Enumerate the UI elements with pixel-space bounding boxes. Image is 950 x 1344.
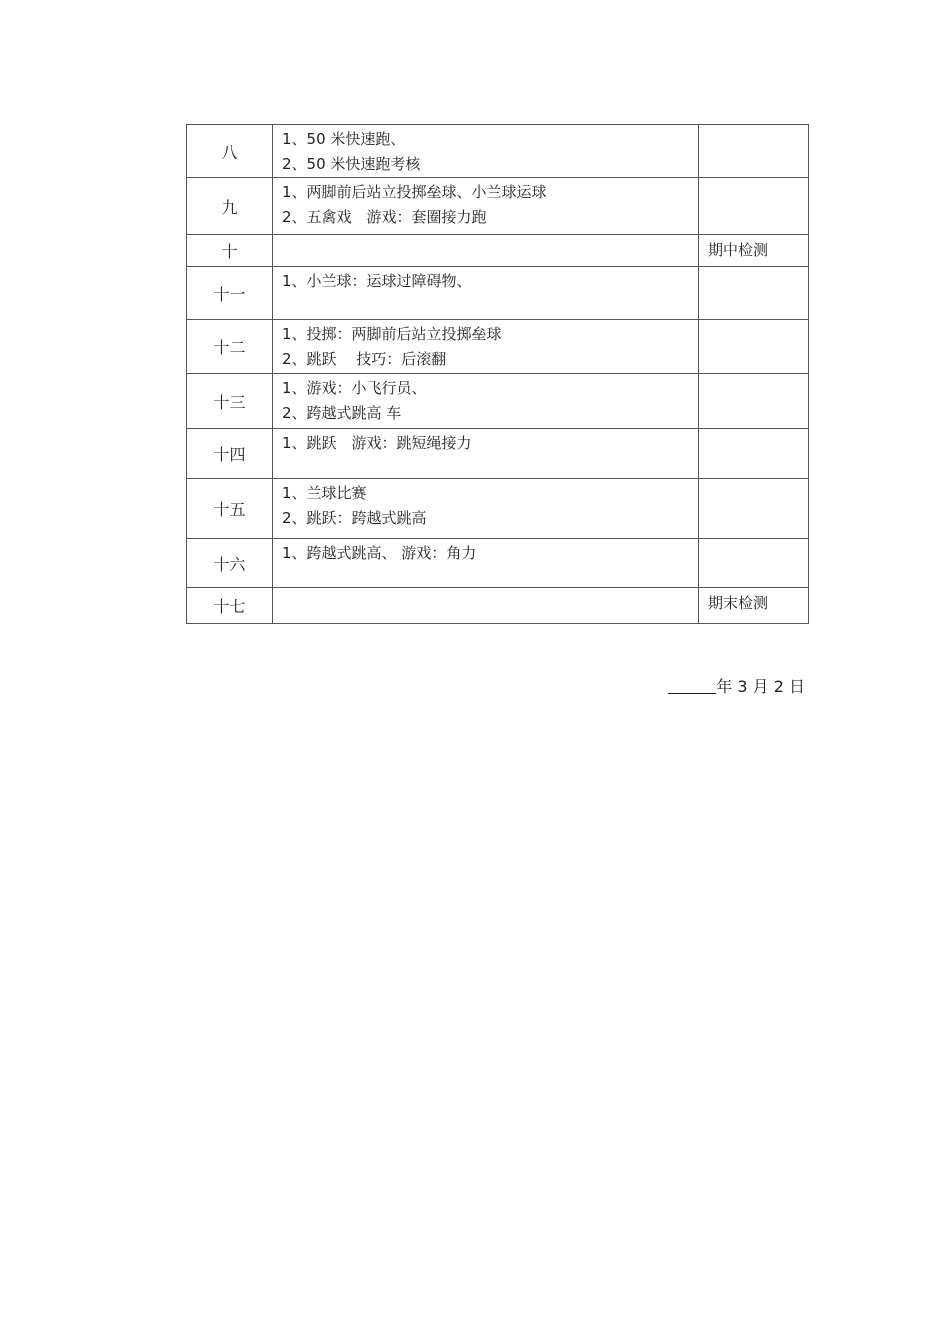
week-cell: 十 — [187, 235, 273, 267]
content-cell — [273, 479, 699, 539]
content-cell — [273, 235, 699, 267]
content-item: 1、两脚前后站立投掷垒球、小兰球运球 — [282, 183, 547, 201]
date-text: 年 3 月 2 日 — [716, 677, 805, 696]
content-item: 2、跳跃 技巧：后滚翻 — [282, 350, 447, 368]
content-item: 1、兰球比赛 — [282, 484, 367, 502]
teaching-schedule-table — [186, 124, 809, 624]
week-cell: 十三 — [187, 374, 273, 429]
year-blank — [668, 677, 716, 694]
note-cell — [699, 320, 809, 374]
week-cell: 十一 — [187, 267, 273, 320]
note-cell — [699, 178, 809, 235]
content-cell — [273, 320, 699, 374]
table-row — [187, 429, 809, 479]
date-line — [668, 674, 805, 697]
content-item: 2、五禽戏 游戏：套圈接力跑 — [282, 208, 487, 226]
table-row — [187, 374, 809, 429]
content-item: 1、50 米快速跑、 — [282, 130, 406, 148]
content-cell — [273, 178, 699, 235]
week-cell: 十二 — [187, 320, 273, 374]
table-row — [187, 235, 809, 267]
content-cell — [273, 588, 699, 624]
note-cell: 期中检测 — [699, 235, 809, 267]
content-item: 2、50 米快速跑考核 — [282, 155, 421, 173]
note-cell — [699, 429, 809, 479]
table-row — [187, 588, 809, 624]
week-cell: 十六 — [187, 539, 273, 588]
week-cell: 十七 — [187, 588, 273, 624]
note-cell: 期末检测 — [699, 588, 809, 624]
content-cell — [273, 374, 699, 429]
content-item: 2、跳跃：跨越式跳高 — [282, 509, 427, 527]
note-cell — [699, 267, 809, 320]
note-cell — [699, 374, 809, 429]
content-item: 1、游戏：小飞行员、 — [282, 379, 427, 397]
content-item: 1、跨越式跳高、 游戏：角力 — [282, 544, 477, 562]
table-row — [187, 539, 809, 588]
week-cell: 十四 — [187, 429, 273, 479]
content-item: 1、跳跃 游戏：跳短绳接力 — [282, 434, 472, 452]
table-row — [187, 479, 809, 539]
week-cell: 八 — [187, 125, 273, 178]
note-cell — [699, 479, 809, 539]
content-cell — [273, 539, 699, 588]
table-row — [187, 178, 809, 235]
table-row — [187, 320, 809, 374]
content-item: 2、跨越式跳高 车 — [282, 404, 402, 422]
content-item: 1、投掷：两脚前后站立投掷垒球 — [282, 325, 502, 343]
table-row — [187, 125, 809, 178]
content-cell — [273, 429, 699, 479]
content-cell — [273, 267, 699, 320]
week-cell: 十五 — [187, 479, 273, 539]
table-row — [187, 267, 809, 320]
week-cell: 九 — [187, 178, 273, 235]
content-cell — [273, 125, 699, 178]
note-cell — [699, 125, 809, 178]
content-item: 1、小兰球：运球过障碍物、 — [282, 272, 472, 290]
note-cell — [699, 539, 809, 588]
